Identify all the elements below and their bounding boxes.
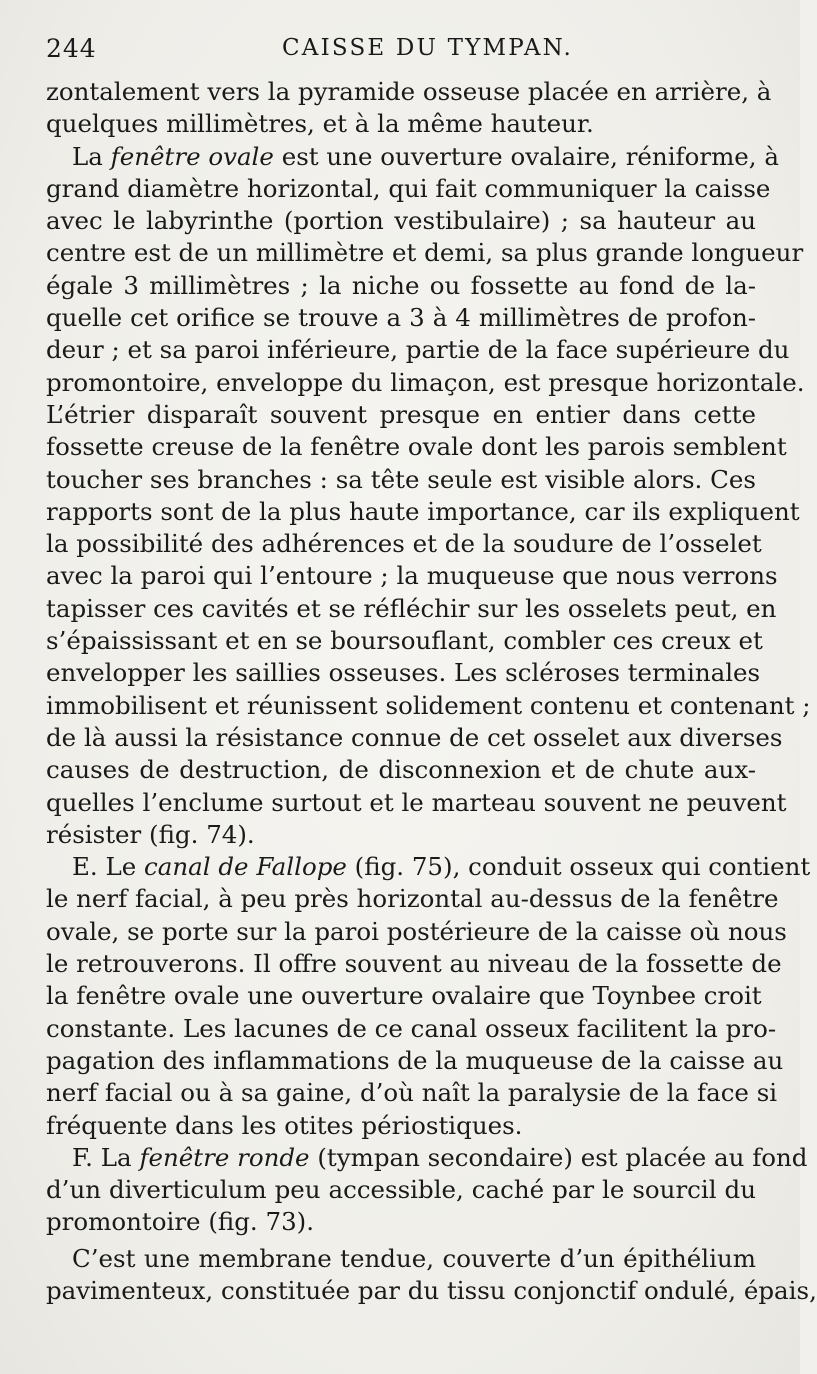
text-line: causes de destruction, de disconnexion et de chute aux- [46, 755, 756, 785]
text-line: envelopper les saillies osseuses. Les scléroses terminales [46, 658, 761, 688]
text-line: quelles l’enclume surtout et le marteau souvent ne peuvent [46, 787, 787, 817]
body-text [46, 76, 817, 1307]
text-line: la fenêtre ovale une ouverture ovalaire que Toynbee croit [46, 981, 762, 1011]
text-line: C’est une membrane tendue, couverte d’un épithélium [72, 1243, 756, 1273]
text-line: pagation des inflammations de la muqueuse de la caisse au [46, 1045, 784, 1075]
text-line: F. La fenêtre ronde (tympan secondaire) est placée au fond [72, 1142, 808, 1172]
text-line: le nerf facial, à peu près horizontal au-dessus de la fenêtre [46, 884, 779, 914]
text-line: fossette creuse de la fenêtre ovale dont les parois semblent [46, 432, 787, 462]
text-line: L’étrier disparaît souvent presque en entier dans cette [46, 399, 756, 429]
text-line: de là aussi la résistance connue de cet osselet aux diverses [46, 722, 783, 752]
text-line: E. Le canal de Fallope (fig. 75), conduit osseux qui contient [72, 852, 811, 882]
text-line: fréquente dans les otites périostiques. [46, 1110, 523, 1140]
text-line: ovale, se porte sur la paroi postérieure de la caisse où nous [46, 916, 787, 946]
text-line: s’épaississant et en se boursouflant, combler ces creux et [46, 626, 763, 656]
text-line: La fenêtre ovale est une ouverture ovalaire, réniforme, à [72, 141, 779, 171]
text-line: grand diamètre horizontal, qui fait communiquer la caisse [46, 173, 771, 203]
text-line: égale 3 millimètres ; la niche ou fossette au fond de la- [46, 270, 756, 300]
text-line: résister (fig. 74). [46, 819, 255, 849]
text-line: quelques millimètres, et à la même hauteur. [46, 109, 594, 139]
text-line: quelle cet orifice se trouve a 3 à 4 millimètres de profon- [46, 303, 756, 333]
text-line: constante. Les lacunes de ce canal osseux facilitent la pro- [46, 1013, 777, 1043]
text-line: promontoire (fig. 73). [46, 1207, 315, 1237]
page-number: 244 [46, 34, 97, 63]
text-line: centre est de un millimètre et demi, sa plus grande longueur [46, 238, 804, 268]
text-line: le retrouverons. Il offre souvent au niveau de la fossette de [46, 949, 782, 979]
text-line: avec le labyrinthe (portion vestibulaire) ; sa hauteur au [46, 206, 756, 236]
text-line: immobilisent et réunissent solidement contenu et contenant ; [46, 690, 811, 720]
text-line: nerf facial ou à sa gaine, d’où naît la paralysie de la face si [46, 1078, 778, 1108]
text-line: pavimenteux, constituée par du tissu conjonctif ondulé, épais, [46, 1275, 817, 1305]
text-line: d’un diverticulum peu accessible, caché par le sourcil du [46, 1175, 756, 1205]
text-line: zontalement vers la pyramide osseuse placée en arrière, à [46, 77, 772, 106]
running-head: CAISSE DU TYMPAN. [282, 35, 574, 61]
text-line: toucher ses branches : sa tête seule est visible alors. Ces [46, 464, 756, 494]
text-line: rapports sont de la plus haute importance, car ils expliquent [46, 496, 800, 526]
page-header [46, 34, 754, 74]
text-line: la possibilité des adhérences et de la soudure de l’osselet [46, 529, 762, 559]
text-line: avec la paroi qui l’entoure ; la muqueuse que nous verrons [46, 561, 778, 591]
text-line: tapisser ces cavités et se réfléchir sur les osselets peut, en [46, 593, 777, 623]
text-line: deur ; et sa paroi inférieure, partie de la face supérieure du [46, 335, 790, 365]
text-line: promontoire, enveloppe du limaçon, est presque horizontale. [46, 367, 805, 397]
